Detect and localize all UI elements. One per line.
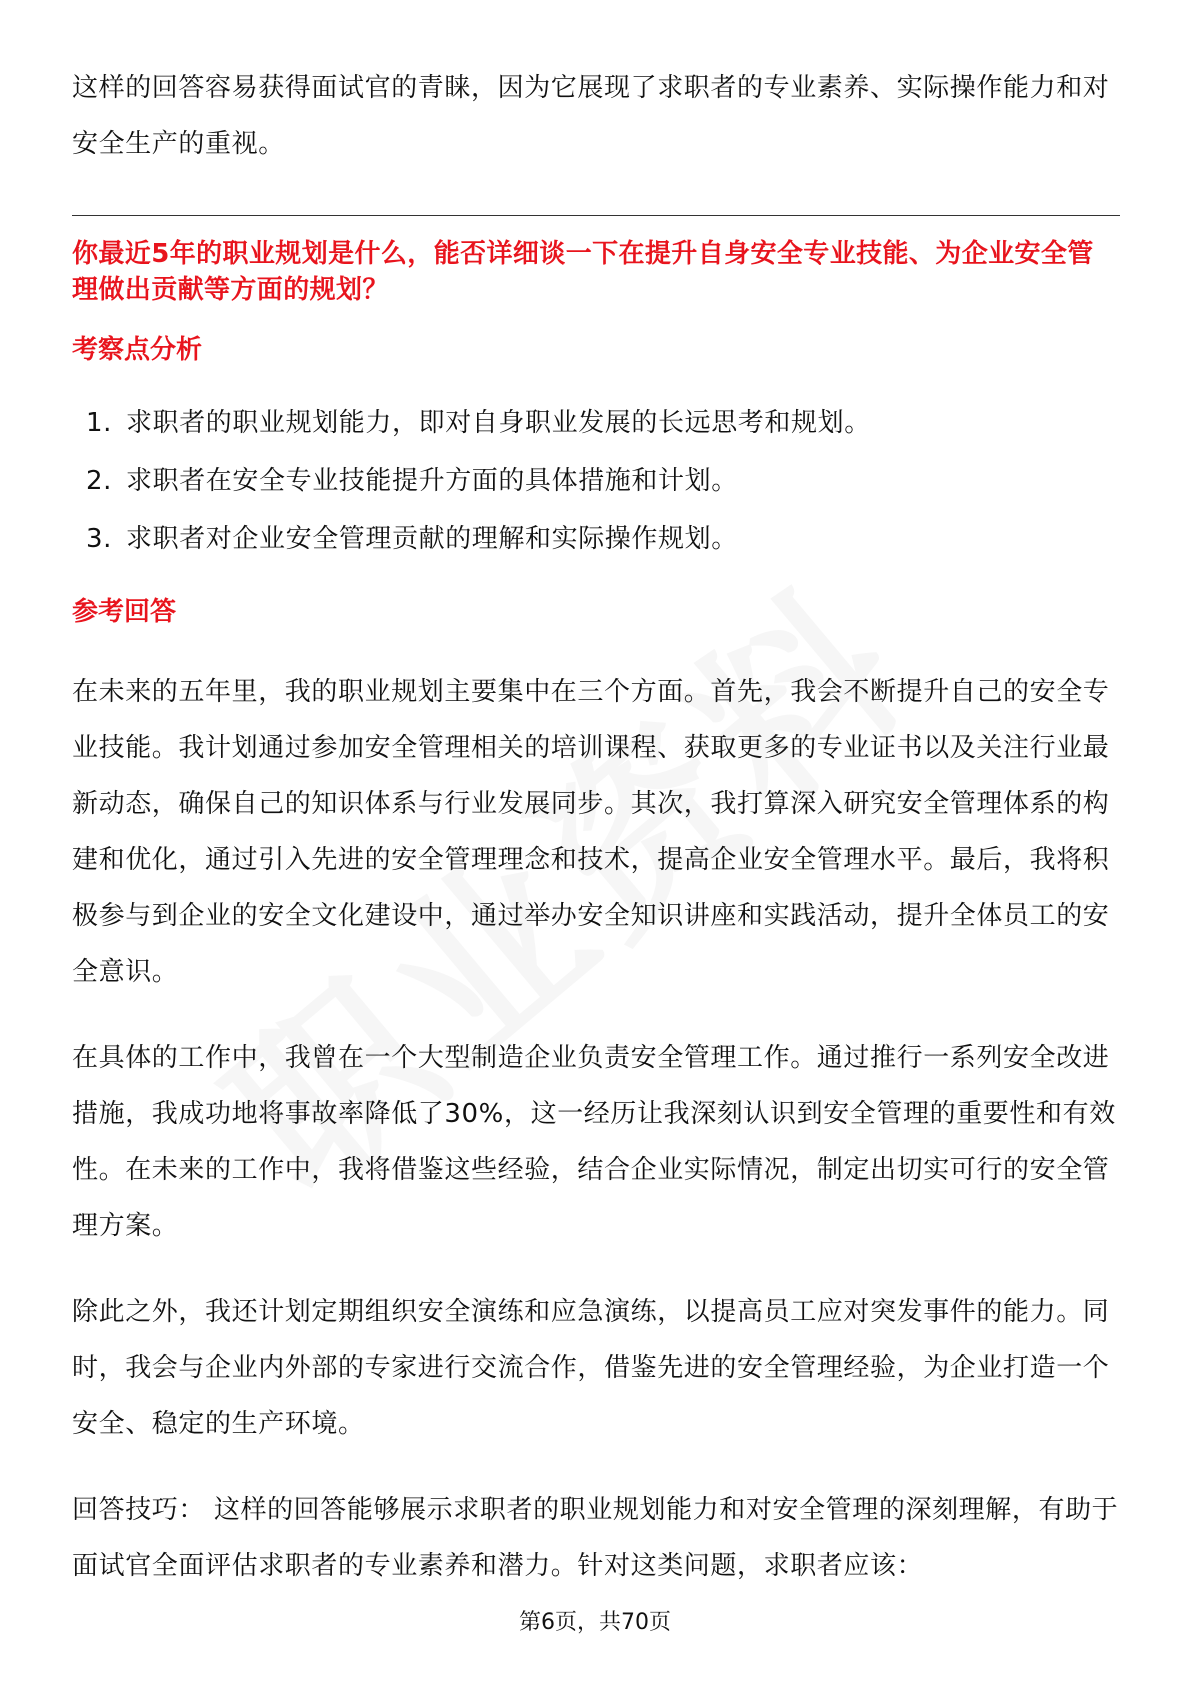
list-item-number: 2.	[86, 466, 113, 496]
page-number: 第6页，共70页	[519, 1610, 671, 1635]
analysis-list	[72, 394, 1120, 568]
page-content	[72, 60, 1120, 1594]
intro-paragraph: 这样的回答容易获得面试官的青睐，因为它展现了求职者的专业素养、实际操作能力和对安全生产的重视。	[72, 73, 1110, 159]
answer-paragraph: 在未来的五年里，我的职业规划主要集中在三个方面。首先，我会不断提升自己的安全专业技能。我计划通过参加安全管理相关的培训课程、获取更多的专业证书以及关注行业最新动态，确保自己的知识体系与行业发展同步。其次，我打算深入研究安全管理体系的构建和优化，通过引入先进的安全管理理念和技术，提高企业安全管理水平。最后，我将积极参与到企业的安全文化建设中，通过举办安全知识讲座和实践活动，提升全体员工的安全意识。	[72, 677, 1110, 987]
answer-heading: 参考回答	[72, 597, 177, 627]
answer-tips-paragraph: 回答技巧： 这样的回答能够展示求职者的职业规划能力和对安全管理的深刻理解，有助于面试官全面评估求职者的专业素养和潜力。针对这类问题，求职者应该：	[72, 1495, 1119, 1581]
list-item	[72, 510, 1120, 568]
list-item-text: 求职者的职业规划能力，即对自身职业发展的长远思考和规划。	[126, 408, 871, 438]
list-item-text: 求职者对企业安全管理贡献的理解和实际操作规划。	[126, 524, 738, 554]
list-item-number: 3.	[86, 524, 113, 554]
list-item-number: 1.	[86, 408, 113, 438]
list-item-text: 求职者在安全专业技能提升方面的具体措施和计划。	[126, 466, 738, 496]
answer-paragraph: 在具体的工作中，我曾在一个大型制造企业负责安全管理工作。通过推行一系列安全改进措施，我成功地将事故率降低了30%，这一经历让我深刻认识到安全管理的重要性和有效性。在未来的工作中，我将借鉴这些经验，结合企业实际情况，制定出切实可行的安全管理方案。	[72, 1043, 1116, 1241]
answer-paragraph: 除此之外，我还计划定期组织安全演练和应急演练，以提高员工应对突发事件的能力。同时，我会与企业内外部的专家进行交流合作，借鉴先进的安全管理经验，为企业打造一个安全、稳定的生产环境。	[72, 1297, 1110, 1439]
list-item	[72, 394, 1120, 452]
analysis-heading: 考察点分析	[72, 335, 203, 365]
section-divider	[72, 215, 1120, 216]
question-heading: 你最近5年的职业规划是什么，能否详细谈一下在提升自身安全专业技能、为企业安全管理做出贡献等方面的规划？	[72, 239, 1094, 305]
list-item	[72, 452, 1120, 510]
